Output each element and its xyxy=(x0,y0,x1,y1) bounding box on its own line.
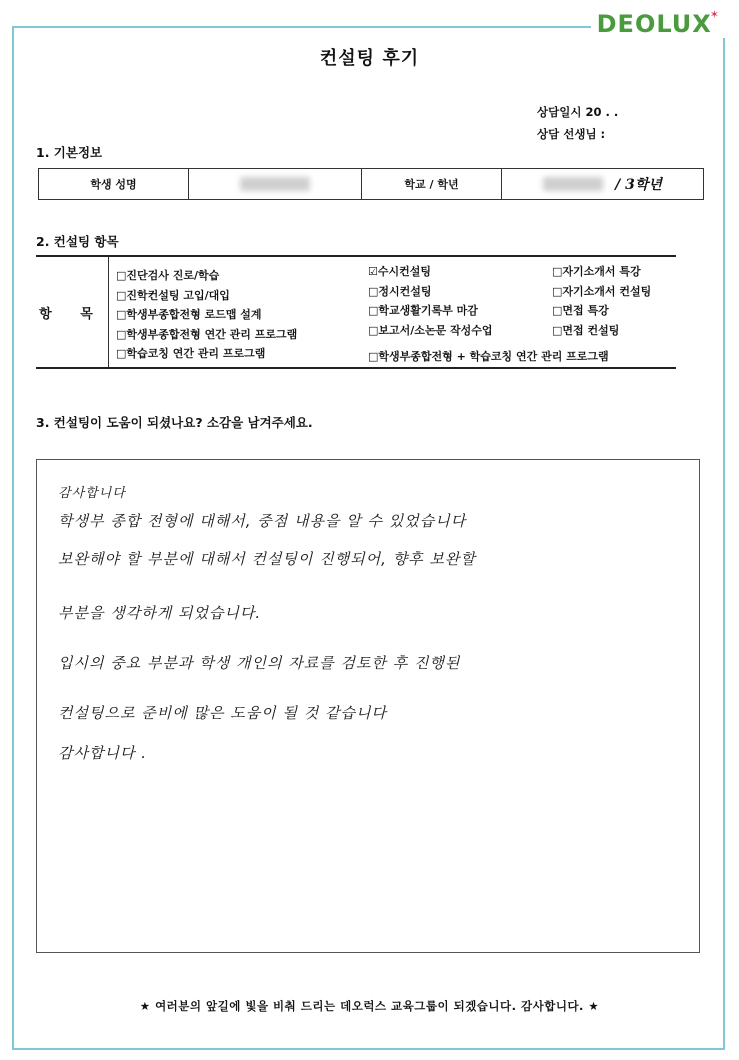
handwriting-line: 감사합니다 . xyxy=(58,744,147,762)
student-name-label: 학생 성명 xyxy=(39,169,189,199)
section2-title: 2. 컨설팅 항목 xyxy=(36,234,119,249)
item-checkbox[interactable]: □학생부종합전형 로드맵 설계 xyxy=(116,308,262,321)
item-checkbox[interactable]: □학교생활기록부 마감 xyxy=(368,304,478,317)
consult-meta xyxy=(537,101,618,145)
item-checkbox[interactable]: □자기소개서 컨설팅 xyxy=(552,284,652,298)
item-checkbox[interactable]: □정시컨설팅 xyxy=(368,284,432,298)
items-col1 xyxy=(116,266,297,364)
logo-star-icon: ✶ xyxy=(709,7,719,21)
item-checkbox[interactable]: □학생부종합전형 연간 관리 프로그램 xyxy=(116,327,298,341)
item-checkbox[interactable]: □보고서/소논문 작성수업 xyxy=(368,323,493,337)
consult-date: 상담일시 20 . . xyxy=(537,105,619,119)
logo-text: DEOLUX xyxy=(596,10,712,38)
item-checkbox[interactable]: □학생부종합전형 + 학습코칭 연간 관리 프로그램 xyxy=(368,350,609,363)
item-checkbox[interactable]: □학습코칭 연간 관리 프로그램 xyxy=(116,347,266,360)
handwriting-line: 부분을 생각하게 되었습니다. xyxy=(58,604,262,622)
handwriting-line: 보완해야 할 부분에 대해서 컨설팅이 진행되어, 향후 보완할 xyxy=(58,550,476,568)
item-checkbox[interactable]: ☑수시컨설팅 xyxy=(368,265,431,278)
brand-logo xyxy=(591,7,725,38)
student-name-value xyxy=(189,169,362,199)
redacted-school xyxy=(543,177,603,191)
consulting-items-table xyxy=(36,255,676,369)
handwriting-line: 학생부 종합 전형에 대해서, 중점 내용을 알 수 있었습니다 xyxy=(58,512,467,530)
item-checkbox[interactable]: □면접 컨설팅 xyxy=(552,323,620,337)
redacted-name xyxy=(240,177,310,191)
item-checkbox[interactable]: □진학컨설팅 고입/대입 xyxy=(116,288,230,302)
school-grade-label: 학교 / 학년 xyxy=(362,169,502,199)
item-checkbox[interactable]: □자기소개서 특강 xyxy=(552,265,641,278)
item-checkbox[interactable]: □면접 특강 xyxy=(552,304,609,317)
page-title: 컨설팅 후기 xyxy=(319,48,420,69)
items-header: 항 목 xyxy=(36,257,109,367)
item-checkbox[interactable]: □진단검사 진로/학습 xyxy=(116,269,220,282)
handwriting-line: 컨설팅으로 준비에 많은 도움이 될 것 같습니다 xyxy=(58,704,387,722)
handwriting-line: 감사합니다 xyxy=(58,486,126,501)
basic-info-table xyxy=(38,168,704,200)
handwriting-line: 입시의 중요 부분과 학생 개인의 자료를 검토한 후 진행된 xyxy=(58,654,461,672)
section1-title: 1. 기본정보 xyxy=(36,145,103,160)
footer-message: ★ 여러분의 앞길에 빛을 비춰 드리는 데오럭스 교육그룹이 되겠습니다. 감사합니다. ★ xyxy=(139,999,600,1013)
section3-title: 3. 컨설팅이 도움이 되셨나요? 소감을 남겨주세요. xyxy=(36,415,313,430)
items-col2 xyxy=(368,262,493,340)
items-col3 xyxy=(552,262,651,340)
school-grade-value xyxy=(502,169,703,199)
items-col2-last xyxy=(368,347,609,367)
consult-counselor: 상담 선생님 : xyxy=(537,127,606,141)
grade-value: / 3학년 xyxy=(615,177,662,193)
